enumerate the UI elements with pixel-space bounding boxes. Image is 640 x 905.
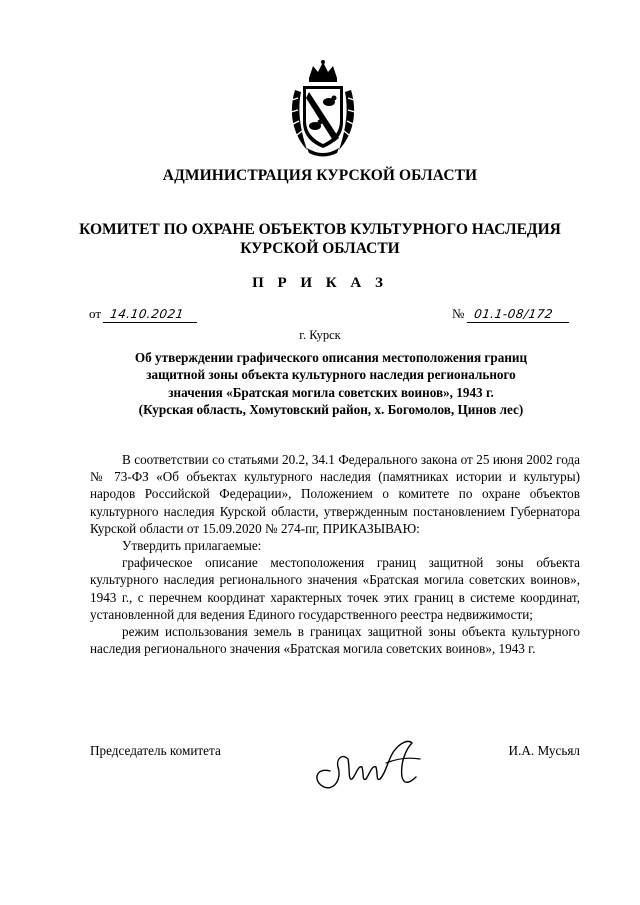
subject-line-4: (Курская область, Хомутовский район, х. Богомолов, Цинов лес): [138, 402, 524, 418]
document-type: П Р И К А З: [252, 275, 388, 291]
number-value: 01.1-08/172: [467, 307, 571, 323]
date-prefix: от: [89, 306, 102, 321]
number-prefix: №: [452, 306, 465, 321]
subject-line-2: защитной зоны объекта культурного наследия регионального: [146, 367, 516, 383]
body-paragraph-graphic-description: графическое описание местоположения границ защитной зоны объекта культурного наследия регионального значения «Братская могила советских воинов», 1943 г., с перечнем координат характерных точек этих границ в системе координат, установленной для ведения Единого государственного реестра недвижимости;: [90, 555, 580, 622]
order-subject: [92, 349, 570, 419]
date-field: [89, 306, 198, 323]
body-paragraph-land-use-regime: режим использования земель в границах защитной зоны объекта культурного наследия регионального значения «Братская могила советских воинов», 1943 г.: [90, 624, 580, 657]
committee-title: [0, 220, 640, 258]
order-body: [90, 451, 580, 657]
signatory-title: Председатель комитета: [90, 743, 221, 758]
signatory-name: И.А. Мусьял: [508, 743, 580, 758]
committee-title-line-2: КУРСКОЙ ОБЛАСТИ: [240, 240, 400, 257]
signature-block: [90, 739, 580, 819]
body-paragraph-basis: В соответствии со статьями 20.2, 34.1 Федерального закона от 25 июня 2002 года № 73-ФЗ «Об объектах культурного наследия (памятниках истории и культуры) народов Российской Федерации», Положением о комитете по охране объектов культурного наследия Курской области, утвержденным постановлением Губернатора Курской области от 15.09.2020 № 274-пг, ПРИКАЗЫВАЮ:: [90, 452, 580, 536]
number-field: [452, 306, 570, 323]
administration-title: АДМИНИСТРАЦИЯ КУРСКОЙ ОБЛАСТИ: [162, 167, 478, 184]
subject-line-3: значения «Братская могила советских воинов», 1943 г.: [168, 384, 494, 400]
subject-line-1: Об утверждении графического описания местоположения границ: [134, 350, 528, 365]
city-label: г. Курск: [299, 328, 341, 342]
handwritten-signature-icon: [308, 729, 428, 799]
coat-of-arms-icon: [287, 60, 359, 158]
date-value: 14.10.2021: [103, 307, 199, 323]
committee-title-line-1: КОМИТЕТ ПО ОХРАНЕ ОБЪЕКТОВ КУЛЬТУРНОГО НАСЛЕДИЯ: [79, 221, 561, 238]
body-paragraph-approve: Утвердить прилагаемые:: [122, 538, 262, 554]
